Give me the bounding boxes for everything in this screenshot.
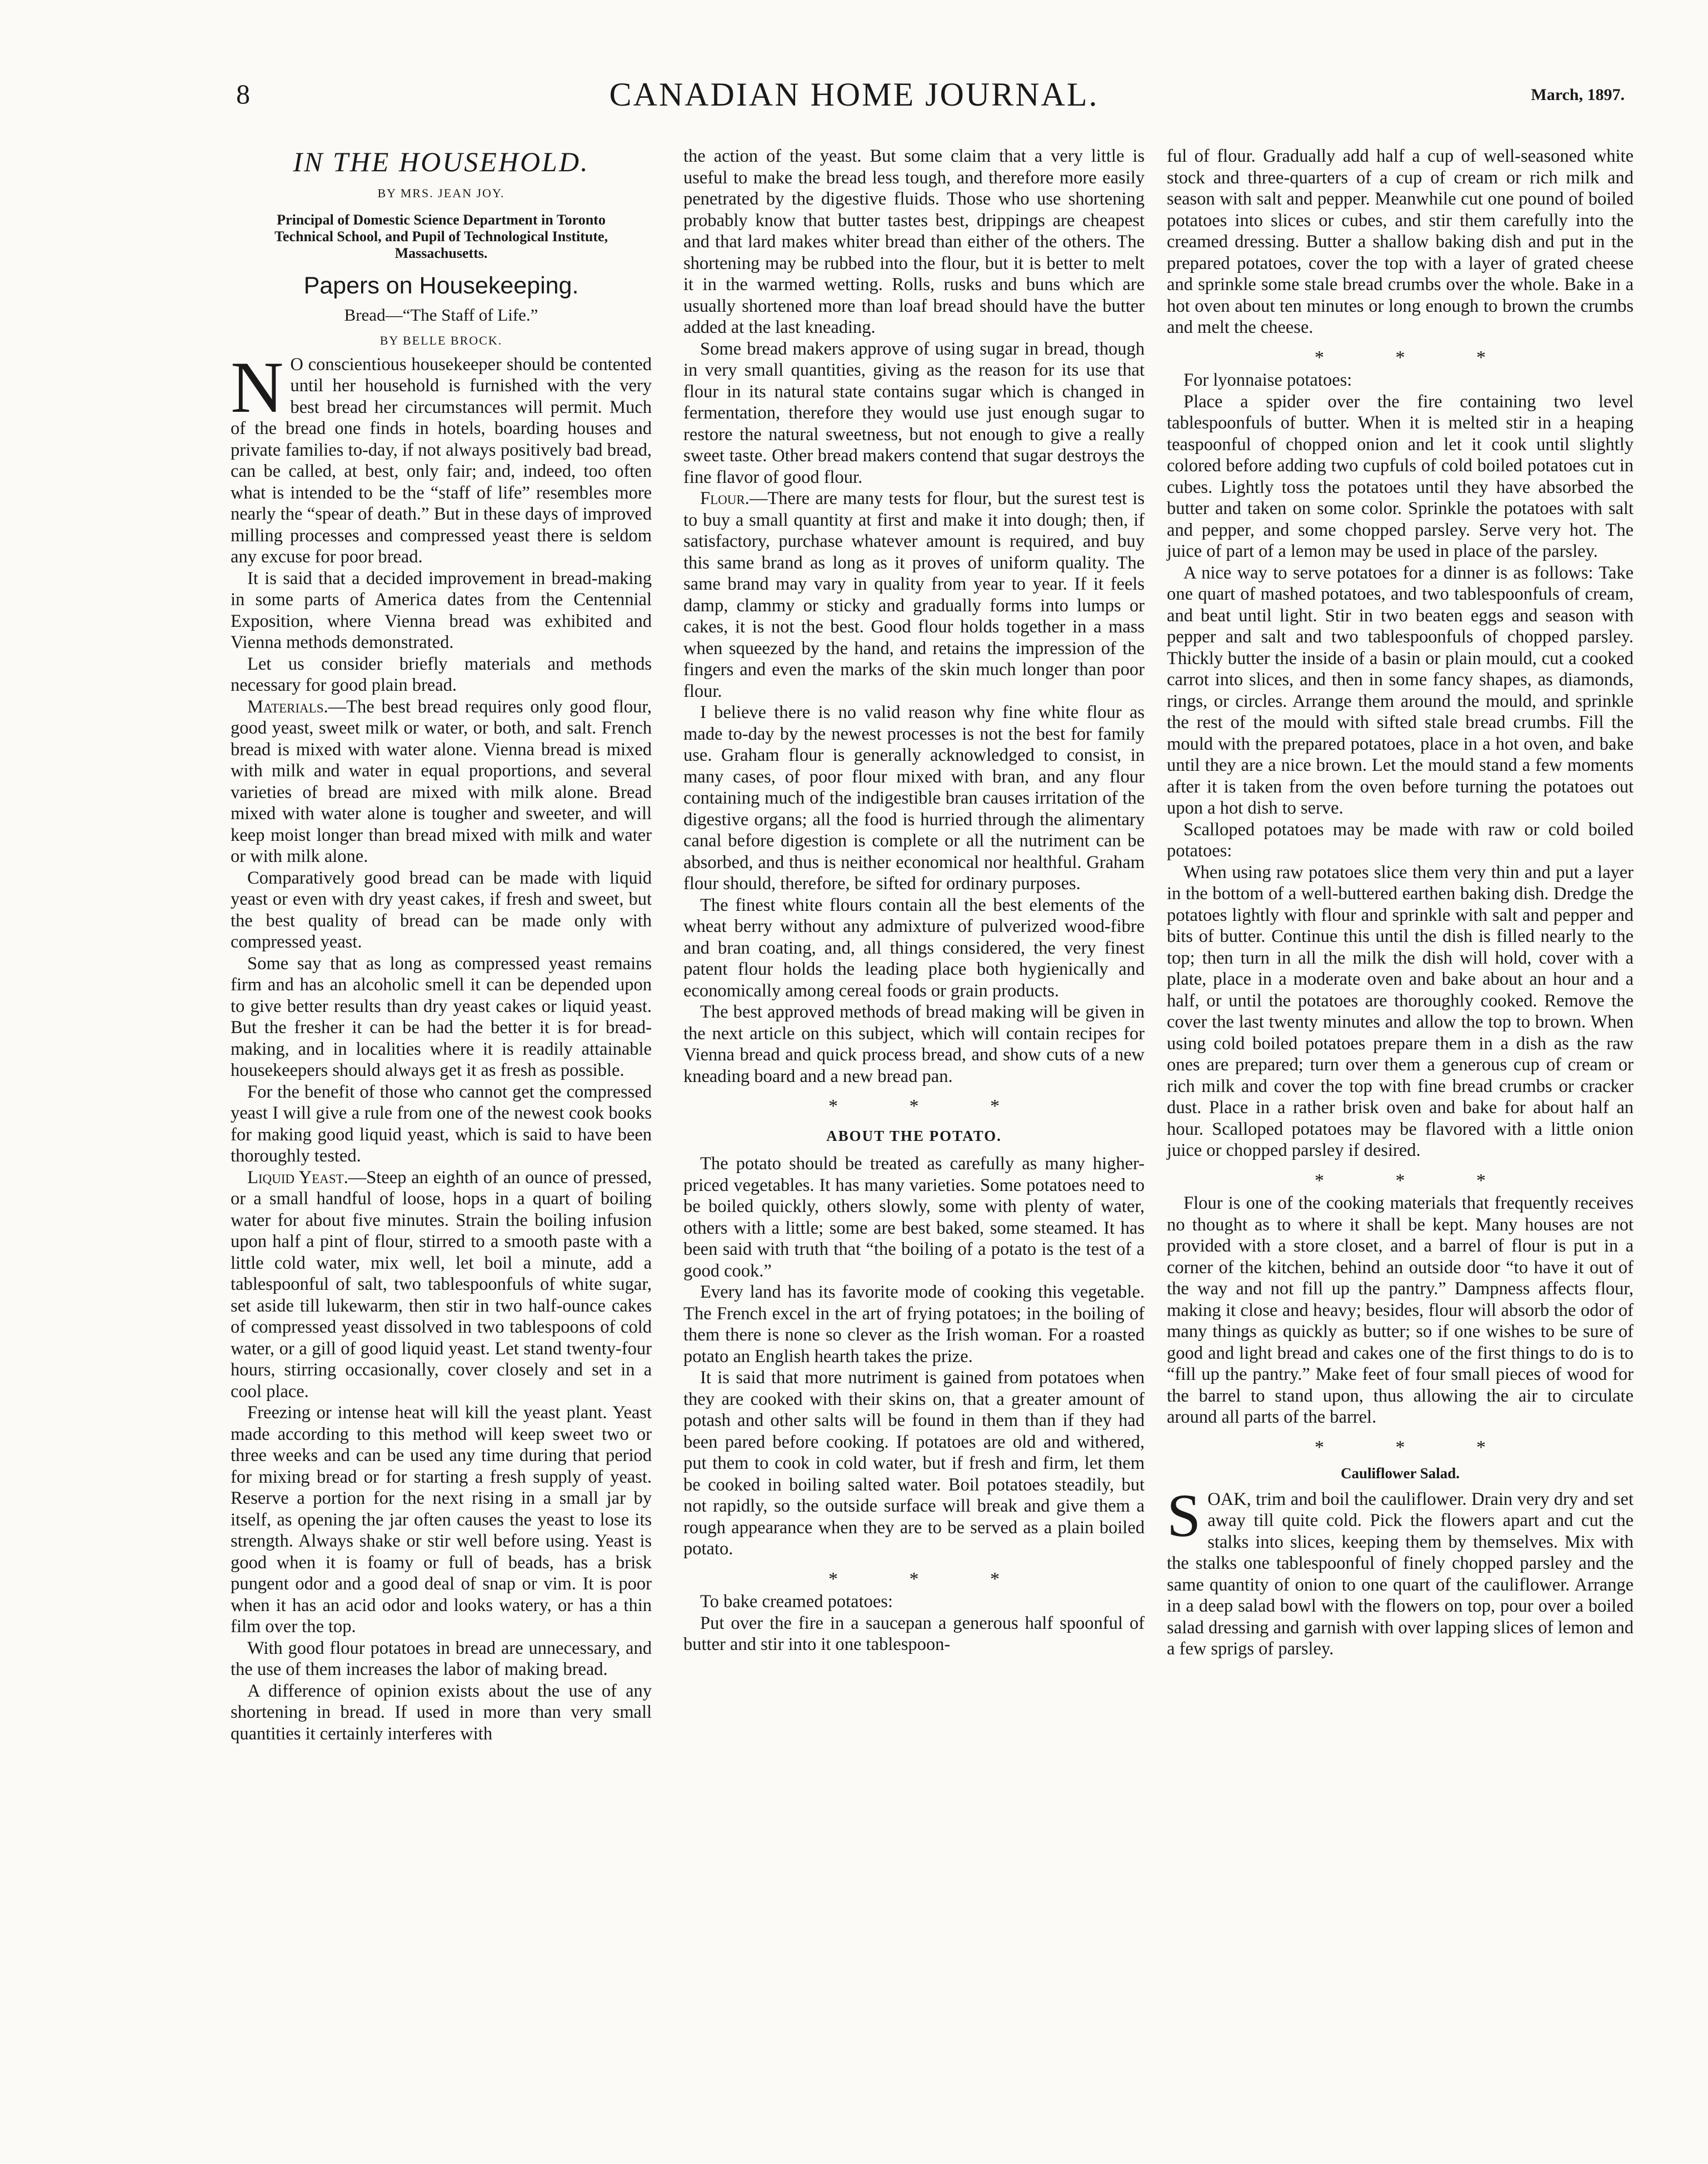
paragraph: A difference of opinion exists about the use of any shortening in bread. If used in more than very small quantities it certainly interferes with bbox=[231, 1681, 652, 1744]
section-title: IN THE HOUSEHOLD. bbox=[293, 146, 590, 177]
paragraph: For lyonnaise potatoes: bbox=[1183, 370, 1352, 390]
paragraph: A nice way to serve potatoes for a dinner is as follows: Take one quart of mashed potatoes, and two tablespoonfuls of cream, and beat until light. Stir in two beaten eggs and season with pepper and salt and two tablespoonfuls of chopped parsley. Thickly butter the inside of a basin or plain mould, cut a cooked carrot into slices, and then in some fancy shapes, as diamonds, rings, or circles. Arrange them around the mould, and sprinkle the rest of the mould with sifted stale bread crumbs. Fill the mould with the prepared potatoes, place in a hot oven, and bake until they are a nice brown. Let the mould stand a few moments after it is taken from the oven before turning the potatoes out upon a hot dish to serve. bbox=[1167, 562, 1634, 818]
paragraph: SOAK, trim and boil the cauliflower. Drain very dry and set away till quite cold. Pick the flowers apart and cut the stalks into slices, keeping them by themselves. Mix with the stalks one tablespoonful of finely chopped parsley and the same quantity of onion to one quart of the cauliflower. Arrange in a deep salad bowl with the flowers on top, pour over a boiled salad dressing and garnish with over lapping slices of lemon and a few sprigs of parsley. bbox=[1167, 1481, 1634, 1659]
section-byline: BY MRS. JEAN JOY. bbox=[377, 186, 505, 200]
page-header bbox=[0, 78, 1708, 122]
drop-cap: N bbox=[231, 346, 284, 428]
run-in-heading: Flour. bbox=[700, 488, 750, 508]
column-3 bbox=[1167, 146, 1634, 1660]
paragraph: To bake creamed potatoes: bbox=[700, 1592, 893, 1612]
paragraph: Put over the fire in a saucepan a generous half spoonful of butter and stir into it one tablespoon- bbox=[683, 1613, 1145, 1654]
paragraph: Liquid Yeast.—Steep an eighth of an ounce of pressed, or a small handful of loose, hops in a quart of boiling water for about five minutes. Strain the boiling infusion upon half a pint of flour, stirred to a smooth paste with a little cold water, mix well, let boil a minute, add a tablespoonful of salt, two tablespoonfuls of white sugar, set aside till lukewarm, then stir in two half-ounce cakes of compressed yeast dissolved in two tablespoons of cold water, or a gill of good liquid yeast. Let stand twenty-four hours, stirring occasionally, cover closely and set in a cool place. bbox=[231, 1167, 652, 1402]
section-divider: * * * bbox=[1315, 347, 1519, 368]
article-title: Papers on Housekeeping. bbox=[303, 272, 579, 299]
paragraph: The best approved methods of bread making will be given in the next article on this subject, which will contain recipes for Vienna bread and quick process bread, and show cuts of a new kneading board and a new bread pan. bbox=[683, 1002, 1145, 1086]
paragraph: Every land has its favorite mode of cooking this vegetable. The French excel in the art of frying potatoes; in the boiling of them there is none so clever as the Irish woman. For a roasted potato an English hearth takes the prize. bbox=[683, 1282, 1145, 1367]
paragraph: N O conscientious housekeeper should be contented until her household is furnished with the very best bread her circumstances will permit. Much of the bread one finds in hotels, boarding houses and private families to-day, if not always positively bad bread, can be called, at best, only fair; and, indeed, too often what is intended to be the “staff of life” resembles more nearly the “spear of death.” But in these days of improved milling processes and compressed yeast there is seldom any excuse for poor bread. bbox=[231, 346, 652, 567]
section-divider: * * * bbox=[1315, 1170, 1519, 1191]
paragraph: Let us consider briefly materials and methods necessary for good plain bread. bbox=[231, 654, 652, 695]
paragraph: the action of the yeast. But some claim that a very little is useful to make the bread less tough, and therefore more easily penetrated by the digestive fluids. Those who use shortening probably know that butter tastes best, drippings are cheapest and that lard makes whiter bread than either of the others. The shortening may be rubbed into the flour, but it is better to melt it in the warmed wetting. Rolls, rusks and buns which are usually shortened more than loaf bread should have the butter added at the last kneading. bbox=[683, 146, 1145, 337]
column-1 bbox=[231, 146, 652, 1744]
paragraph: Scalloped potatoes may be made with raw or cold boiled potatoes: bbox=[1167, 819, 1634, 861]
paragraph: ful of flour. Gradually add half a cup of well-seasoned white stock and three-quarters of a cup of cream or rich milk and season with salt and pepper. Meanwhile cut one pound of boiled potatoes into slices or cubes, and stir them carefully into the creamed dressing. Butter a shallow baking dish and put in the prepared potatoes, cover the top with a layer of grated cheese and sprinkle some stale bread crumbs over the whole. Bake in a hot oven about ten minutes or long enough to brown the crumbs and melt the cheese. bbox=[1167, 146, 1634, 337]
paragraph: Some bread makers approve of using sugar in bread, though in very small quantities, giving as the reason for its use that flour in its natural state contains sugar which is changed in fermentation, therefore they would use just enough sugar to restore the natural sweetness, but not enough to give a really sweet taste. Other bread makers contend that sugar destroys the fine flavor of good flour. bbox=[683, 338, 1145, 487]
paragraph: The potato should be treated as carefully as many higher-priced vegetables. It has many varieties. Some potatoes need to be boiled quickly, others slowly, some with plenty of water, others with a little; some are best baked, some steamed. It has been said with truth that “the boiling of a potato is the test of a good cook.” bbox=[683, 1154, 1145, 1281]
run-in-heading: Liquid Yeast. bbox=[247, 1167, 348, 1188]
paragraph: Comparatively good bread can be made with liquid yeast or even with dry yeast cakes, if fresh and sweet, but the best quality of bread can be made only with compressed yeast. bbox=[231, 867, 652, 952]
masthead: CANADIAN HOME JOURNAL. bbox=[609, 76, 1099, 113]
section-divider: * * * bbox=[828, 1096, 1033, 1116]
paragraph: It is said that a decided improvement in bread-making in some parts of America dates from the Centennial Exposition, where Vienna bread was exhibited and Vienna methods demonstrated. bbox=[231, 568, 652, 652]
paragraph: Place a spider over the fire containing two level tablespoonfuls of butter. When it is melted stir in a heaping teaspoonful of chopped onion and let it cook until slightly colored before adding two cupfuls of cold boiled potatoes cut in cubes. Lightly toss the potatoes until they have absorbed the butter and taken on some color. Sprinkle the potatoes with salt and pepper, and some chopped parsley. Serve very hot. The juice of part of a lemon may be used in place of the parsley. bbox=[1167, 391, 1634, 561]
paragraph: I believe there is no valid reason why fine white flour as made to-day by the newest processes is not the best for family use. Graham flour is generally acknowledged to consist, in many cases, of poor flour mixed with bran, and any flour containing much of the indigestible bran causes irritation of the digestive organs; all the food is hurried through the alimentary canal before digestion is complete or all the nutriment can be absorbed, and thus is neither economical nor healthful. Graham flour should, therefore, be sifted for ordinary purposes. bbox=[683, 702, 1145, 894]
section-divider: * * * bbox=[1315, 1437, 1519, 1458]
paragraph: Freezing or intense heat will kill the yeast plant. Yeast made according to this method will keep sweet two or three weeks and can be used any time during that period for mixing bread or for starting a fresh supply of yeast. Reserve a portion for the next rising in a small jar by itself, as opening the jar often causes the yeast to lose its strength. Always shake or stir well before using. Yeast is good when it is foamy or full of beads, has a brisk pungent odor and a good deal of snap or vim. It is poor when it has an acid odor and looks watery, or has a thin film over the top. bbox=[231, 1403, 652, 1637]
drop-cap: S bbox=[1167, 1481, 1201, 1549]
paragraph: Flour.—There are many tests for flour, but the surest test is to buy a small quantity at first and make it into dough; then, if satisfactory, purchase whatever amount is required, and buy this same brand as long as it proves of uniform quality. The same brand may vary in quality from year to year. If it feels damp, clammy or sticky and gradually forms into lumps or cakes, it is not the best. Good flour holds together in a mass when squeezed by the hand, and retains the impression of the fingers and even the marks of the skin much longer than poor flour. bbox=[683, 488, 1145, 701]
paragraph: The finest white flours contain all the best elements of the wheat berry without any admixture of pulverized wood-fibre and bran coating, and, all things considered, the very finest patent flour holds the leading place both hygienically and economically among cereal foods or grain products. bbox=[683, 895, 1145, 1001]
cauliflower-heading: Cauliflower Salad. bbox=[1340, 1465, 1460, 1482]
paragraph: Flour is one of the cooking materials that frequently receives no thought as to where it shall be kept. Many houses are not provided with a store closet, and a barrel of flour is put in a corner of the kitchen, behind an outside door “to have it out of the way and not fill up the pantry.” Dampness affects flour, making it close and heavy; besides, flour will absorb the odor of many things as quickly as butter; so if one wishes to be sure of good and light bread and cakes one of the first things to do is to “fill up the pantry.” Make feet of four small pieces of wood for the barrel to stand upon, thus allowing the air to circulate around all parts of the barrel. bbox=[1167, 1193, 1634, 1427]
column-2 bbox=[683, 146, 1145, 1656]
paragraph: With good flour potatoes in bread are unnecessary, and the use of them increases the labor of making bread. bbox=[231, 1638, 652, 1679]
issue-date: March, 1897. bbox=[1531, 86, 1625, 104]
article-subtitle: Bread—“The Staff of Life.” bbox=[344, 305, 538, 325]
paragraph: Some say that as long as compressed yeast remains firm and has an alcoholic smell it can be depended upon to give better results than dry yeast cakes or liquid yeast. But the fresher it can be had the better it is for bread-making, and in localities where it is readily attainable housekeepers should always get it as fresh as possible. bbox=[231, 953, 652, 1080]
author-credit: Principal of Domestic Science Department in Toronto Technical School, and Pupil of Technological Institute, Massachusetts. bbox=[274, 212, 608, 261]
page-number: 8 bbox=[236, 78, 250, 109]
potato-heading: ABOUT THE POTATO. bbox=[826, 1127, 1002, 1144]
paragraph: It is said that more nutriment is gained from potatoes when they are cooked with their skins on, that a greater amount of potash and other salts will be found in them than if they had been pared before cooking. If potatoes are old and withered, put them to cook in cold water, but if fresh and firm, let them be cooked in boiling salted water. Boil potatoes steadily, but not rapidly, so the outside surface will break and give them a rough appearance when they are to be served as a plain boiled potato. bbox=[683, 1368, 1145, 1559]
article-byline: BY BELLE BROCK. bbox=[379, 333, 503, 347]
section-divider: * * * bbox=[828, 1568, 1033, 1589]
paragraph: Materials.—The best bread requires only good flour, good yeast, sweet milk or water, or both, and salt. French bread is mixed with water alone. Vienna bread is mixed with milk and water in equal proportions, and several varieties of bread are mixed with milk alone. Bread mixed with water alone is tougher and sweeter, and will keep moist longer than bread mixed with milk and water or with milk alone. bbox=[231, 696, 652, 866]
paragraph: For the benefit of those who cannot get the compressed yeast I will give a rule from one of the newest cook books for making good liquid yeast, which is said to have been thoroughly tested. bbox=[231, 1081, 652, 1166]
paragraph: When using raw potatoes slice them very thin and put a layer in the bottom of a well-buttered earthen baking dish. Dredge the potatoes lightly with flour and sprinkle with salt and pepper and bits of butter. Continue this until the dish is filled nearly to the top; then turn in all the milk the dish will hold, cover with a plate, place in a moderate oven and bake about an hour and a half, or until the potatoes are thoroughly cooked. Remove the cover the last twenty minutes and allow the top to brown. When using cold boiled potatoes prepare them in a dish as the raw ones are prepared; turn over them a generous cup of cream or rich milk and cover the top with fine bread crumbs or cracker dust. Place in a rather brisk oven and bake for about half an hour. Scalloped potatoes may be flavored with a little onion juice or chopped parsley if desired. bbox=[1167, 862, 1634, 1160]
run-in-heading: Materials. bbox=[247, 696, 328, 717]
